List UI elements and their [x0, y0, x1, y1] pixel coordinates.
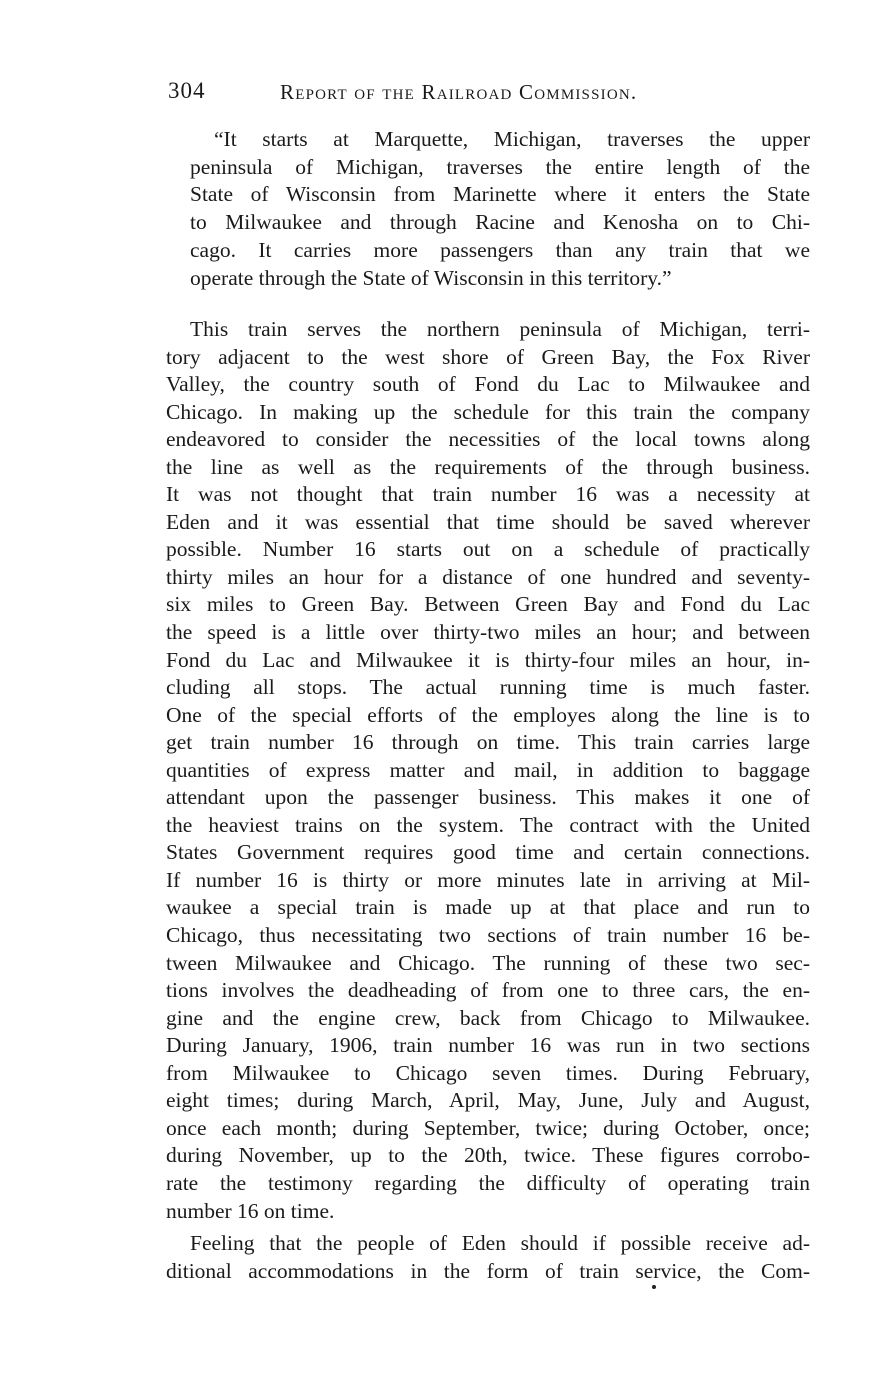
- text-line: gine and the engine crew, back from Chicago to Milwaukee.: [166, 1005, 810, 1030]
- text-line: ditional accommodations in the form of train service, the Com-: [166, 1258, 810, 1283]
- text-line: the speed is a little over thirty-two miles an hour; and between: [166, 620, 810, 645]
- quote-line: cago. It carries more passengers than any train that we: [190, 237, 810, 262]
- text-line: This train serves the northern peninsula of Michigan, terri-: [190, 317, 810, 341]
- text-line: eight times; during March, April, May, June, July and August,: [166, 1088, 810, 1113]
- text-line: thirty miles an hour for a distance of one hundred and seventy-: [166, 564, 810, 589]
- text-line: possible. Number 16 starts out on a schedule of practically: [166, 537, 810, 562]
- text-line: six miles to Green Bay. Between Green Bay and Fond du Lac: [166, 592, 810, 617]
- running-head: Report of the Railroad Commission.: [280, 80, 638, 104]
- text-line: States Government requires good time and certain connections.: [166, 840, 810, 865]
- quote-line: operate through the State of Wisconsin in this territory.”: [190, 265, 672, 290]
- text-line: from Milwaukee to Chicago seven times. During February,: [166, 1060, 810, 1085]
- text-line: number 16 on time.: [166, 1198, 335, 1223]
- quote-line: peninsula of Michigan, traverses the entire length of the: [190, 154, 810, 179]
- quoted-testimony: [190, 126, 810, 292]
- text-line: Chicago. In making up the schedule for this train the company: [166, 399, 810, 424]
- paragraph: [166, 316, 810, 1225]
- page-number: 304: [168, 78, 206, 103]
- quote-line: “It starts at Marquette, Michigan, traverses the upper: [214, 127, 810, 151]
- text-line: tween Milwaukee and Chicago. The running of these two sec-: [166, 950, 810, 975]
- text-line: If number 16 is thirty or more minutes late in arriving at Mil-: [166, 867, 810, 892]
- page-header: [168, 78, 808, 112]
- quote-line: State of Wisconsin from Marinette where it enters the State: [190, 182, 810, 207]
- text-line: Valley, the country south of Fond du Lac to Milwaukee and: [166, 372, 810, 397]
- text-line: during November, up to the 20th, twice. These figures corrobo-: [166, 1143, 810, 1168]
- text-line: endeavored to consider the necessities of the local towns along: [166, 427, 810, 452]
- text-line: Fond du Lac and Milwaukee it is thirty-four miles an hour, in-: [166, 647, 810, 672]
- text-line: tory adjacent to the west shore of Green Bay, the Fox River: [166, 344, 810, 369]
- text-line: It was not thought that train number 16 was a necessity at: [166, 482, 810, 507]
- text-line: the heaviest trains on the system. The contract with the United: [166, 812, 810, 837]
- body-text: [166, 316, 810, 1285]
- text-line: attendant upon the passenger business. This makes it one of: [166, 785, 810, 810]
- text-line: once each month; during September, twice; during October, once;: [166, 1115, 810, 1140]
- text-line: During January, 1906, train number 16 was run in two sections: [166, 1033, 810, 1058]
- text-line: rate the testimony regarding the difficulty of operating train: [166, 1170, 810, 1195]
- text-line: One of the special efforts of the employes along the line is to: [166, 702, 810, 727]
- text-line: get train number 16 through on time. This train carries large: [166, 730, 810, 755]
- text-line: the line as well as the requirements of the through business.: [166, 454, 810, 479]
- text-line: tions involves the deadheading of from one to three cars, the en-: [166, 978, 810, 1003]
- text-line: Feeling that the people of Eden should if possible receive ad-: [190, 1231, 810, 1256]
- text-line: quantities of express matter and mail, in addition to baggage: [166, 757, 810, 782]
- quote-line: to Milwaukee and through Racine and Kenosha on to Chi-: [190, 210, 810, 235]
- paragraph: [166, 1230, 810, 1285]
- text-line: Eden and it was essential that time should be saved wherever: [166, 509, 810, 534]
- print-speck: [652, 1285, 656, 1289]
- text-line: cluding all stops. The actual running time is much faster.: [166, 675, 810, 700]
- text-line: waukee a special train is made up at that place and run to: [166, 895, 810, 920]
- text-line: Chicago, thus necessitating two sections of train number 16 be-: [166, 923, 810, 948]
